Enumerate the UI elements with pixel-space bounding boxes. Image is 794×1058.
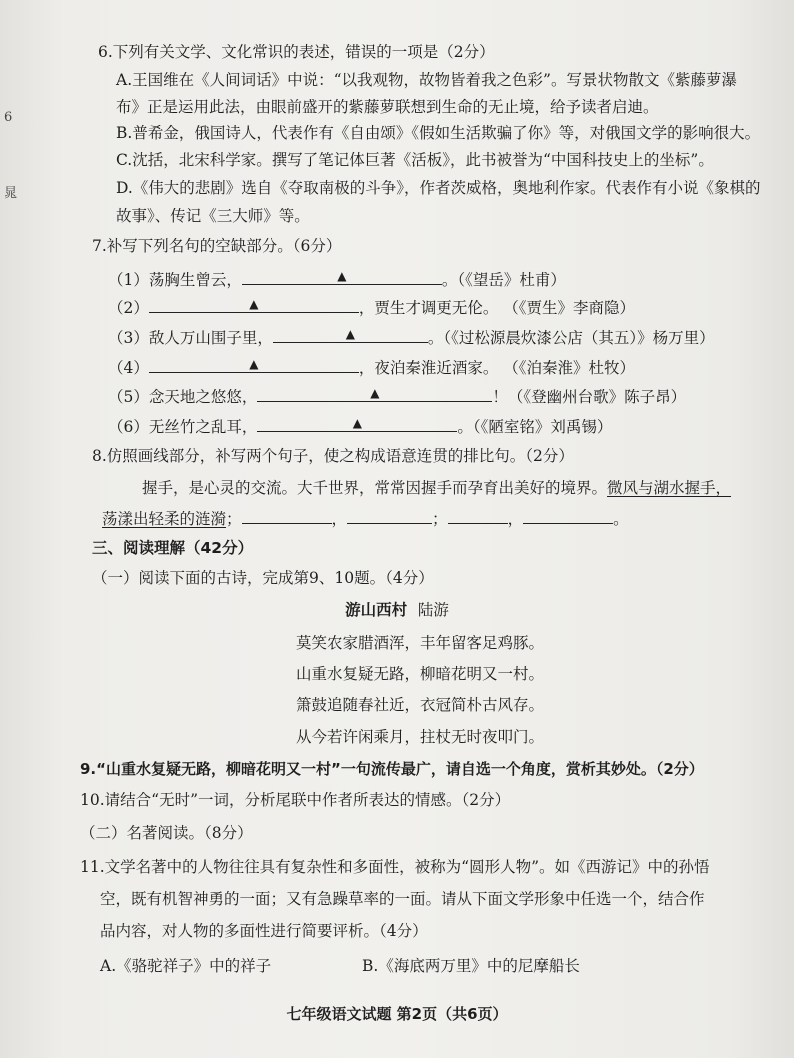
q7-6-answer-blank[interactable] [257,415,457,432]
q7-line-2 [108,296,635,318]
answer-marker: ▲ [249,357,259,371]
answer-marker: ▲ [352,416,362,430]
q6-option-d-cont: 故事》、传记《三大师》等。 [116,207,310,225]
q6-option-a-cont: 布》正是运用此法，由眼前盛开的紫藤萝联想到生命的无止境，给予读者启迪。 [116,98,659,116]
answer-marker: ▲ [249,297,259,311]
q7-2-answer-blank[interactable] [149,296,359,313]
q6-option-a: A.王国维在《人间词话》中说：“以我观物，故物皆着我之色彩”。写景状物散文《紫藤萝瀑 [116,71,737,89]
q8-punct: ； [432,510,448,528]
q7-line-3 [108,326,715,348]
q8-punct: 。 [613,510,629,528]
q7-1-source: 。（《望岳》杜甫） [441,271,566,289]
answer-marker: ▲ [337,269,347,283]
margin-mark: 晁 [4,186,18,201]
q7-4-text: （4） [108,359,149,377]
q11-stem-cont: 品内容，对人物的多面性进行简要评析。（4分） [100,922,428,940]
q7-line-1 [108,268,566,290]
poem-line-1: 莫笑农家腊酒浑，丰年留客足鸡豚。 [296,634,545,652]
q8-passage-text: 握手，是心灵的交流。大千世界，常常因握手而孕育出美好的境界。 [142,479,608,497]
part-2-heading: （二）名著阅读。（8分） [80,824,253,842]
poem-line-2: 山重水复疑无路，柳暗花明又一村。 [296,665,545,683]
poem-line-3: 箫鼓追随春社近，衣冠简朴古风存。 [296,696,545,714]
q7-5-source: ！（《登幽州台歌》陈子昂） [492,388,687,406]
q8-passage [142,478,731,498]
q7-3-answer-blank[interactable] [273,326,428,343]
q7-line-4 [108,356,635,378]
q8-answer-blank[interactable] [523,507,613,524]
poem-author: 陆游 [417,601,449,619]
q8-underlined-example-cont: 荡漾出轻柔的涟漪 [102,510,227,528]
margin-mark: 6 [4,110,13,125]
poem-title-line [0,600,794,620]
q7-1-text: （1）荡胸生曾云， [108,271,242,289]
q11-stem-cont: 空，既有机智神勇的一面；又有急躁草率的一面。请从下面文学形象中任选一个，结合作 [100,890,705,908]
q7-5-answer-blank[interactable] [257,385,492,402]
q8-punct: ； [226,510,242,528]
q10-stem: 10.请结合“无时”一词，分析尾联中作者所表达的情感。（2分） [80,791,511,809]
q6-option-c: C.沈括，北宋科学家。撰写了笔记体巨著《活板》，此书被誉为“中国科技史上的坐标”。 [116,151,714,169]
q7-6-source: 。（《陋室铭》刘禹锡） [457,418,613,436]
q8-answer-blank[interactable] [448,507,508,524]
part-1-heading: （一）阅读下面的古诗，完成第9、10题。（4分） [92,569,434,587]
q7-2-source: ，贾生才调更无伦。 （《贾生》李商隐） [358,299,636,317]
q7-line-5 [108,385,686,407]
q8-answer-blank[interactable] [347,507,432,524]
q8-punct: ， [507,510,524,528]
q8-fill-line [102,507,629,529]
q7-1-answer-blank[interactable] [242,268,442,285]
q8-answer-blank[interactable] [242,507,332,524]
section-3-heading: 三、阅读理解（42分） [92,539,254,557]
q7-6-text: （6）无丝竹之乱耳， [108,418,258,436]
answer-marker: ▲ [345,327,355,341]
q7-4-source: ，夜泊秦淮近酒家。 （《泊秦淮》杜牧） [358,359,636,377]
q8-underlined-example: 微风与湖水握手， [607,479,732,497]
q7-line-6 [108,415,612,437]
q7-5-text: （5）念天地之悠悠， [108,388,258,406]
q6-option-b: B.普希金，俄国诗人，代表作有《自由颂》《假如生活欺骗了你》等，对俄国文学的影响很大。 [116,124,761,142]
q11-stem: 11.文学名著中的人物往往具有复杂性和多面性，被称为“圆形人物”。如《西游记》中的孙悟 [80,858,710,876]
q6-stem: 6.下列有关文学、文化常识的表述，错误的一项是（2分） [98,43,495,61]
q9-stem: 9.“山重水复疑无路，柳暗花明又一村”一句流传最广，请自选一个角度，赏析其妙处。（2分） [80,760,704,778]
q7-3-source: 。（《过松源晨炊漆公店（其五）》杨万里） [427,329,715,347]
q7-2-text: （2） [108,299,149,317]
answer-marker: ▲ [370,386,380,400]
poem-title: 游山西村 [345,601,408,619]
q11-option-b: B.《海底两万里》中的尼摩船长 [362,957,580,975]
poem-line-4: 从今若许闲乘月，拄杖无时夜叩门。 [296,728,545,746]
q11-option-a: A.《骆驼祥子》中的祥子 [100,957,272,975]
q7-stem: 7.补写下列名句的空缺部分。（6分） [92,237,342,255]
q8-stem: 8.仿照画线部分，补写两个句子，使之构成语意连贯的排比句。（2分） [92,447,574,465]
page-footer: 七年级语文试题 第2页（共6页） [286,1005,508,1023]
q6-option-d: D.《伟大的悲剧》选自《夺取南极的斗争》，作者茨威格，奥地利作家。代表作有小说《象棋的 [116,179,761,197]
q7-4-answer-blank[interactable] [149,356,359,373]
q8-punct: ， [331,510,348,528]
q7-3-text: （3）敌人万山围子里， [108,329,273,347]
